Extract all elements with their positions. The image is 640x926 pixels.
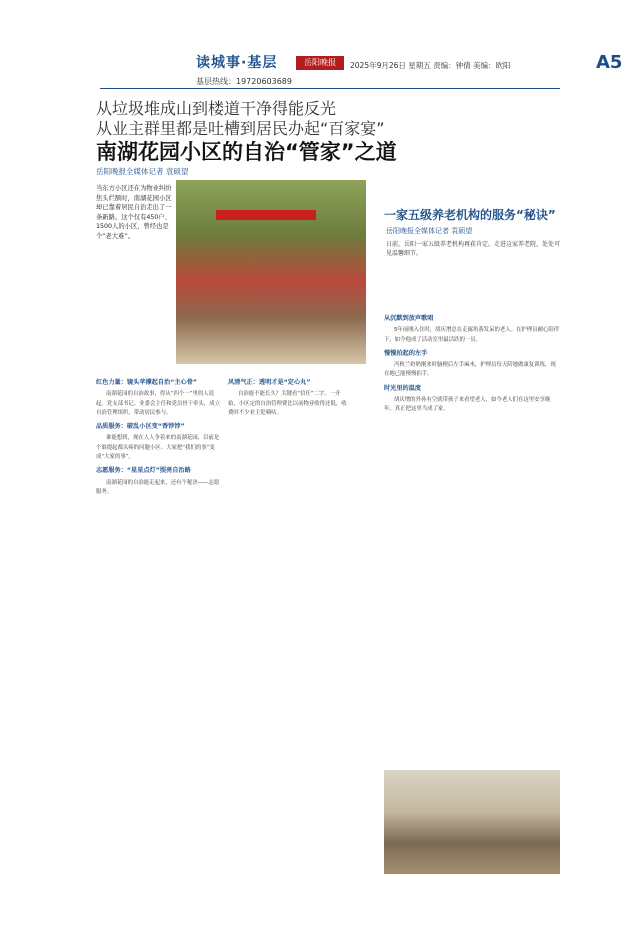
section-header: 读城事·基层 xyxy=(196,55,278,71)
section-body: 5年前刚入住时，胡庆增总在走廊角落发呆的老人。在护理员耐心陪伴下，如今他成了活动室里最活跃的一员。 xyxy=(384,327,560,343)
subtitle-1: 从垃圾堆成山到楼道干净得能反光 xyxy=(96,99,337,118)
subtitle-2: 从业主群里都是吐槽到居民办起“百家宴” xyxy=(96,119,385,138)
section-heading: 志愿服务：“星星点灯”照亮自治路 xyxy=(96,467,191,475)
headline: 南湖花园小区的自治“管家”之道 xyxy=(96,140,397,164)
dateline: 2025年9月26日 星期五 责编：钟倩 美编：欧阳 xyxy=(350,61,511,70)
eldercare-photo xyxy=(384,770,560,874)
section-body: 自治能不能长久？关键看“信任”二字。一开始，小区定的自治管理费比以前物业收得还低，收费时不少业主犯嘀咕。 xyxy=(228,391,347,416)
section-body: 谁能想到，现在人人争着来的南湖花园，以前是个谁提起都头疼的问题小区。大家把“我们的事”变成“大家的事”。 xyxy=(96,435,220,461)
section-body: 南湖花园的自治故事，得从“四个一”里的人说起。党支部书记、业委会主任和党员骨干牵头，成立自治管理组织，带动居民参与。 xyxy=(96,391,220,416)
section-heading: 红色力量：镜头苹撑起自治“主心骨” xyxy=(96,379,197,386)
column-2 xyxy=(228,374,348,420)
section-heading: 品质服务：破乱小区变“香饽饽” xyxy=(96,423,185,431)
header-rule xyxy=(100,88,560,89)
section-heading: 时光里的温度 xyxy=(384,384,422,392)
side-byline: 岳阳晚报全媒体记者 袁硕望 xyxy=(386,227,473,235)
photo-banner xyxy=(216,210,316,220)
side-title: 一家五级养老机构的服务“秘诀” xyxy=(384,208,556,222)
section-heading: 慢慢拍起的左手 xyxy=(384,349,428,357)
section-heading: 风清气正：透明才是“定心丸” xyxy=(228,379,311,386)
column-3 xyxy=(384,310,560,417)
section-body: 南湖花园的自治能走起来，还有个秘诀——志愿服务。 xyxy=(96,479,220,495)
section-body: 胡庆增的外孙有空就带孩子来看望老人，如今老人们在这里安享晚年，真正把这里当成了家。 xyxy=(384,397,551,413)
intro-text: 当东方小区还在为物业纠纷焦头烂额时，南湖花园小区却已靠着居民自治走出了一条新路。这个仅有450户、1500人的小区，曾经也是个“老大难”。 xyxy=(96,185,172,240)
hotline: 基层热线：19720603689 xyxy=(196,77,292,86)
page-number: A5 xyxy=(596,52,623,73)
column-1 xyxy=(96,374,220,499)
byline: 岳阳晚报全媒体记者 袁硕望 xyxy=(96,167,189,176)
main-photo xyxy=(176,180,366,364)
newspaper-logo: 岳阳晚报 xyxy=(296,56,344,70)
side-intro: 日前，岳阳一家五级养老机构再获肯定。走进这家养老院，处处可见温馨细节。 xyxy=(386,241,561,257)
section-body: 冯秋兰奶奶刚来时脑梗后左手麻木，护理员每天陪她做康复训练，现在她已能慢慢拍手。 xyxy=(384,362,556,378)
section-heading: 从沉默到放声歌唱 xyxy=(384,315,434,322)
